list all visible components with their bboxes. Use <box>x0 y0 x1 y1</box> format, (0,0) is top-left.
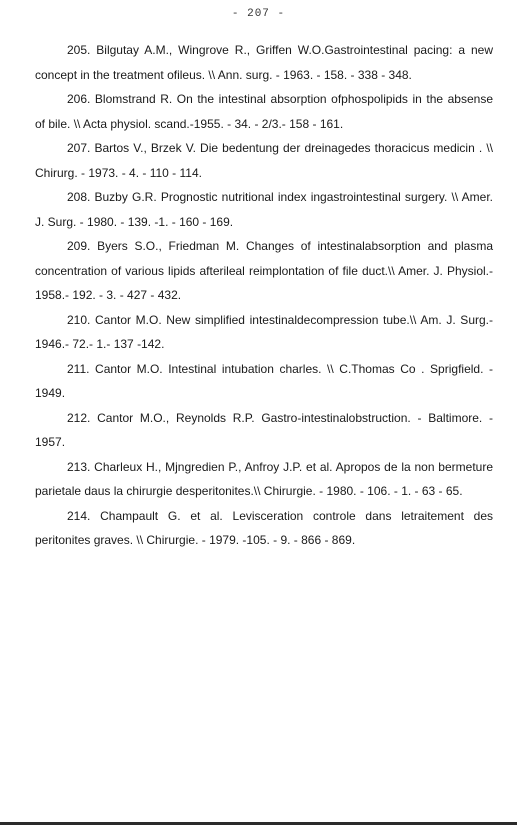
reference-item-209: 209. Byers S.O., Friedman M. Changes of intestinalabsorption and plasma concentration of various lipids afterileal reimplontation of file duct.\\ Amer. J. Physiol.- 1958.- 192. - 3. - 427 - 432. <box>35 239 493 302</box>
page-number: - 207 - <box>231 8 286 20</box>
reference-item-214: 214. Champault G. et al. Levisceration controle dans letraitement des peritonites graves. \\ Chirurgie. - 1979. -105. - 9. - 866 - 869. <box>35 508 493 547</box>
reference-item-210: 210. Cantor M.O. New simplified intestinaldecompression tube.\\ Am. J. Surg.- 1946.- 72.- 1.- 137 -142. <box>35 312 493 351</box>
reference-item-207: 207. Bartos V., Brzek V. Die bedentung der dreinagedes thoracicus medicin . \\ Chirurg. - 1973. - 4. - 110 - 114. <box>35 141 493 180</box>
reference-list <box>35 38 493 553</box>
reference-item-212: 212. Cantor M.O., Reynolds R.P. Gastro-intestinalobstruction. - Baltimore. - 1957. <box>35 410 493 449</box>
reference-item-213: 213. Charleux H., Mjngredien P., Anfroy J.P. et al. Apropos de la non bermeture parietale daus la chirurgie desperitonites.\\ Chirurgie. - 1980. - 106. - 1. - 63 - 65. <box>35 459 493 498</box>
reference-item-206: 206. Blomstrand R. On the intestinal absorption ofphospolipids in the absense of bile. \\ Acta physiol. scand.-1955. - 34. - 2/3.- 158 - 161. <box>35 92 493 131</box>
reference-item-208: 208. Buzby G.R. Prognostic nutritional index ingastrointestinal surgery. \\ Amer. J. Surg. - 1980. - 139. -1. - 160 - 169. <box>35 190 493 229</box>
reference-item-211: 211. Cantor M.O. Intestinal intubation charles. \\ C.Thomas Co . Sprigfield. - 1949. <box>35 361 493 400</box>
reference-item-205: 205. Bilgutay A.M., Wingrove R., Griffen W.O.Gastrointestinal pacing: a new concept in the treatment ofileus. \\ Ann. surg. - 1963. - 158. - 338 - 348. <box>35 43 493 82</box>
